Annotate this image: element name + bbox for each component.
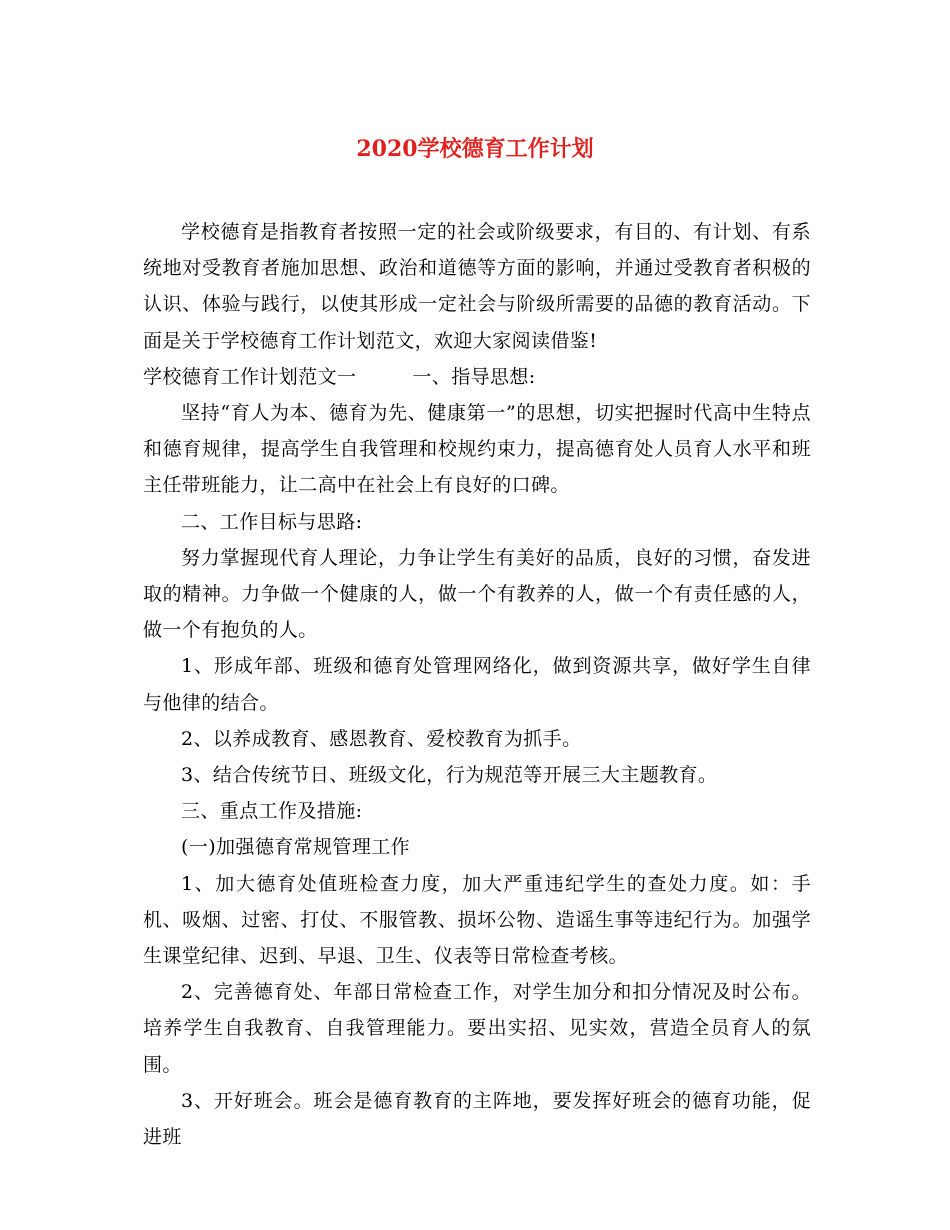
goal-item-1: 1、形成年部、班级和德育处管理网络化，做到资源共享，做好学生自律与他律的结合。 <box>143 655 811 714</box>
measure-item-2: 2、完善德育处、年部日常检查工作，对学生加分和扣分情况及时公布。培养学生自我教育、自我管理能力。要出实招、见实效，营造全员育人的氛围。 <box>143 981 811 1076</box>
key-work-heading: 三、重点工作及措施: <box>181 800 363 823</box>
measure-item-1: 1、加大德育处值班检查力度，加大严重违纪学生的查处力度。如：手机、吸烟、过密、打仗、不服管教、损坏公物、造谣生事等违纪行为。加强学生课堂纪律、迟到、早退、卫生、仪表等日常检查考核。 <box>143 872 811 968</box>
goal-item-3: 3、结合传统节日、班级文化，行为规范等开展三大主题教育。 <box>181 764 718 787</box>
plan-sample-heading: 学校德育工作计划范文一 <box>143 365 357 388</box>
goals-heading: 二、工作目标与思路: <box>181 510 363 533</box>
goal-item-2: 2、以养成教育、感恩教育、爱校教育为抓手。 <box>181 727 582 750</box>
guiding-thought-paragraph: 坚持“育人为本、德育为先、健康第一”的思想，切实把握时代高中生特点和德育规律，提高学生自我管理和校规约束力，提高德育处人员育人水平和班主任带班能力，让二高中在社会上有良好的口碑。 <box>143 402 811 497</box>
measure-item-3: 3、开好班会。班会是德育教育的主阵地，要发挥好班会的德育功能，促进班 <box>143 1089 811 1149</box>
goals-paragraph: 努力掌握现代育人理论，力争让学生有美好的品质，良好的习惯，奋发进取的精神。力争做一个健康的人，做一个有教养的人，做一个有责任感的人，做一个有抱负的人。 <box>143 546 811 642</box>
subsection-heading: (一)加强德育常规管理工作 <box>181 836 411 859</box>
document-title: 2020学校德育工作计划 <box>356 136 594 162</box>
document-body <box>143 214 811 1155</box>
section-heading-line <box>143 359 811 395</box>
intro-paragraph: 学校德育是指教育者按照一定的社会或阶级要求，有目的、有计划、有系统地对受教育者施加思想、政治和道德等方面的影响，并通过受教育者积极的认识、体验与践行，以使其形成一定社会与阶级所需要的品德的教育活动。下面是关于学校德育工作计划范文，欢迎大家阅读借鉴! <box>143 221 811 352</box>
guiding-thought-heading: 一、指导思想: <box>412 365 536 388</box>
